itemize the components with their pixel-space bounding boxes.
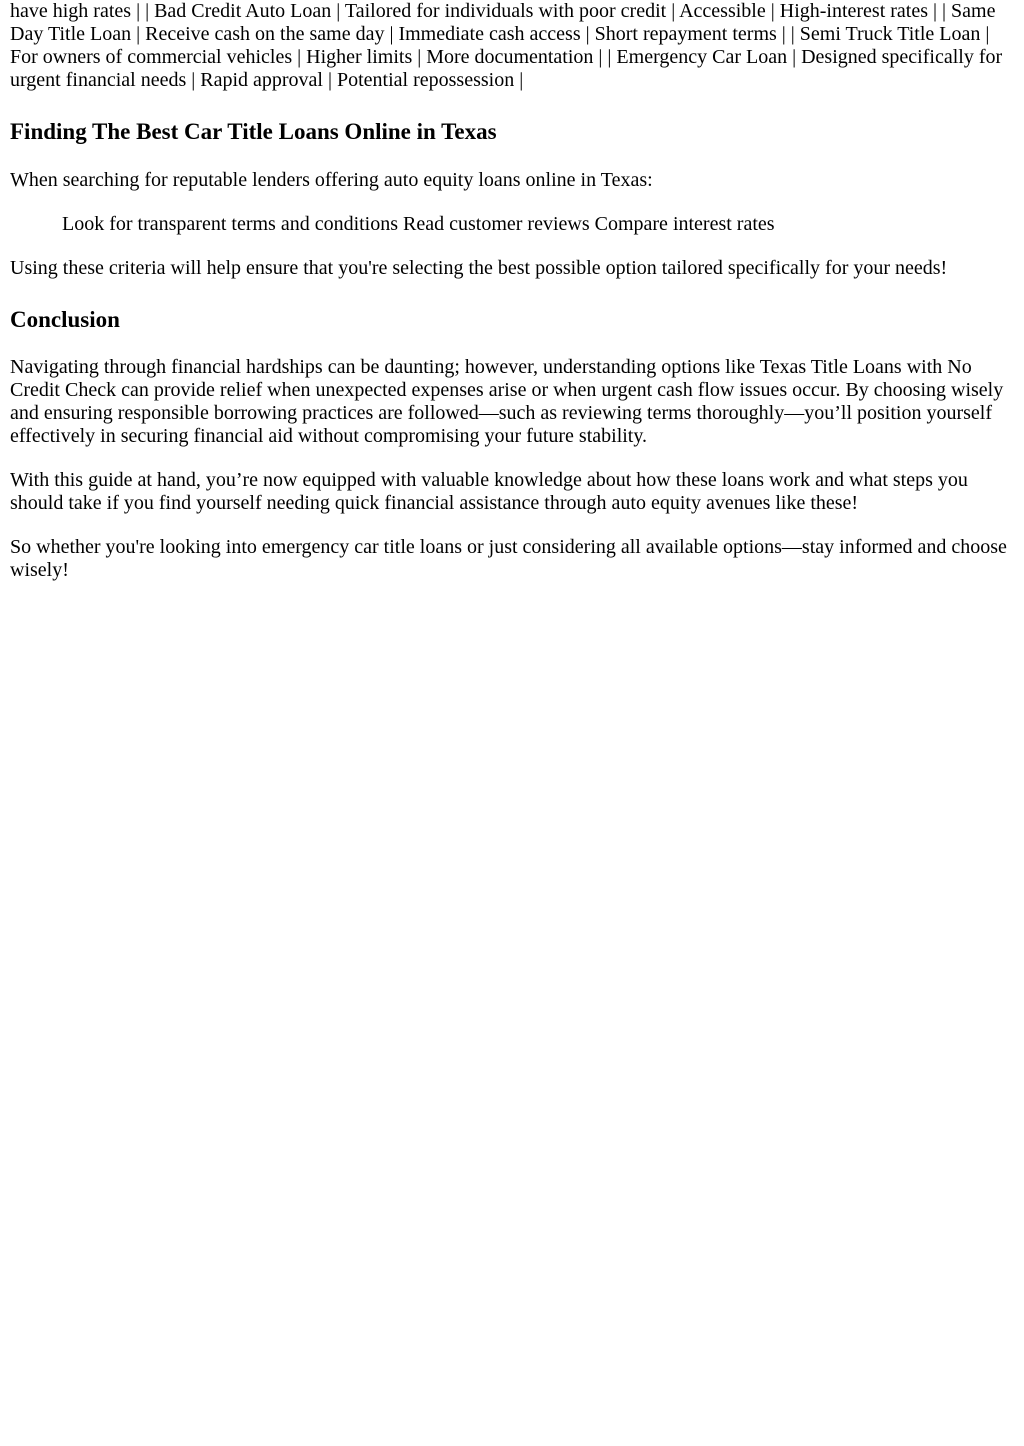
conclusion-paragraph-1: Navigating through financial hardships can be daunting; however, understanding options like Texas Title Loans with No Credit Check can provide relief when unexpected expenses arise or when urgent cash flow issues occur. By choosing wisely and ensuring responsible borrowing practices are followed—such as reviewing terms thoroughly—you’ll position yourself effectively in securing financial aid without compromising your future stability. <box>10 356 1004 447</box>
conclusion-paragraph-2: With this guide at hand, you’re now equipped with valuable knowledge about how these loans work and what steps you should take if you find yourself needing quick financial assistance through auto equity avenues like these! <box>10 469 968 514</box>
finding-followup-paragraph: Using these criteria will help ensure that you're selecting the best possible option tailored specifically for your needs! <box>10 257 948 279</box>
conclusion-heading: Conclusion <box>10 307 120 332</box>
finding-best-loans-heading: Finding The Best Car Title Loans Online in Texas <box>10 119 497 144</box>
finding-lead-paragraph: When searching for reputable lenders offering auto equity loans online in Texas: <box>10 169 653 191</box>
article-body <box>0 0 1024 582</box>
criteria-text: Look for transparent terms and conditions Read customer reviews Compare interest rates <box>62 213 775 235</box>
criteria-blockquote <box>62 213 1014 236</box>
loan-comparison-text: have high rates | | Bad Credit Auto Loan | Tailored for individuals with poor credit | Accessible | High-interest rates | | Same Day Title Loan | Receive cash on the same day | Immediate cash access | Short repayment terms | | Semi Truck Title Loan | For owners of commercial vehicles | Higher limits | More documentation | | Emergency Car Loan | Designed specifically for urgent financial needs | Rapid approval | Potential repossession | <box>10 0 1003 91</box>
conclusion-paragraph-3: So whether you're looking into emergency car title loans or just considering all available options—stay informed and choose wisely! <box>10 536 1007 581</box>
